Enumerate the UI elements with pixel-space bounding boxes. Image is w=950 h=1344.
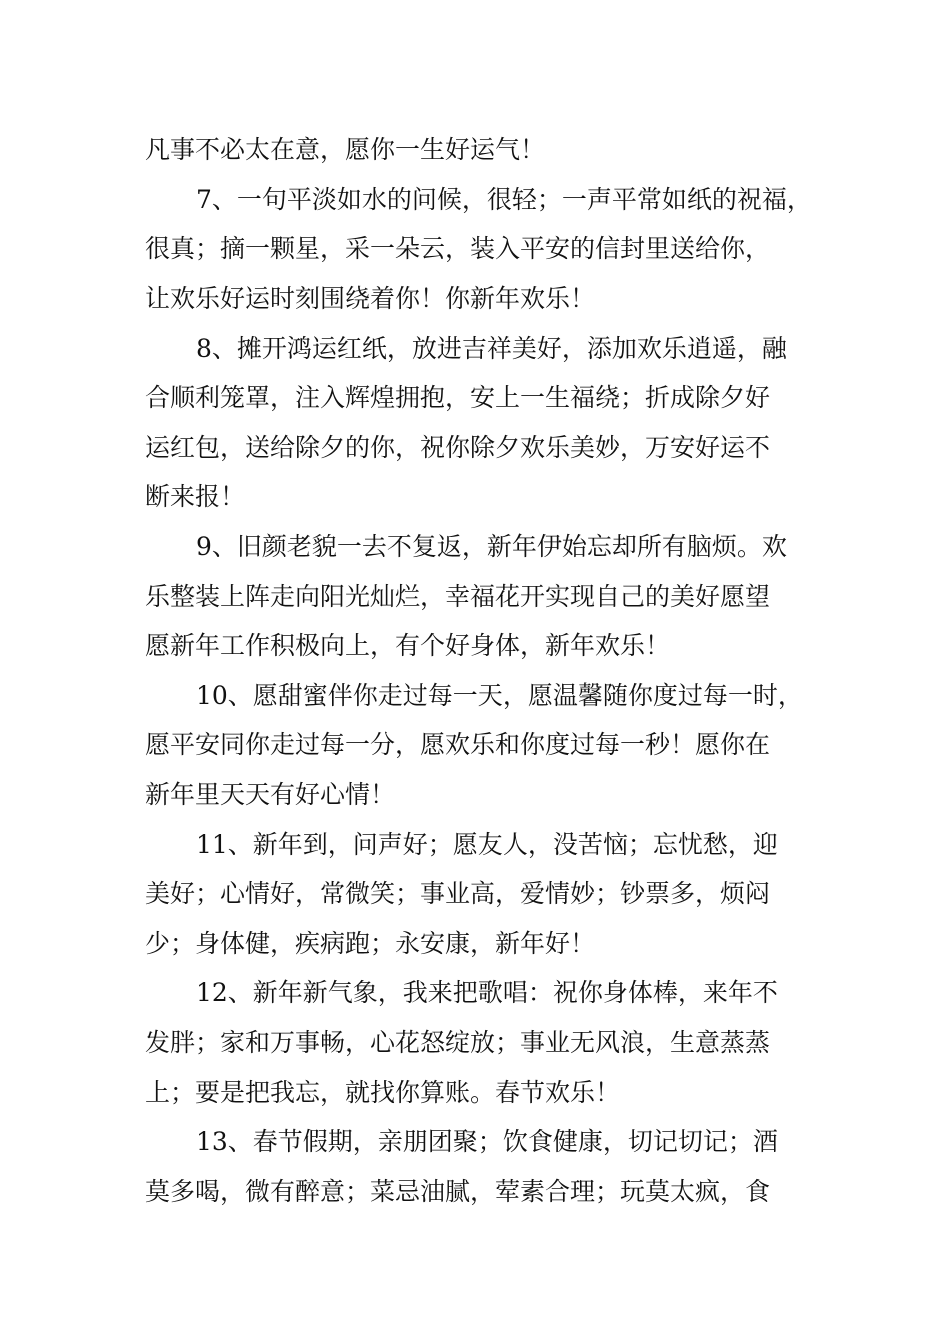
text-line: 合顺利笼罩，注入辉煌拥抱，安上一生福绕；折成除夕好 bbox=[145, 383, 771, 412]
text-line: 断来报！ bbox=[145, 482, 246, 511]
text-line: 运红包，送给除夕的你，祝你除夕欢乐美妙，万安好运不 bbox=[145, 433, 771, 462]
text-line: 美好；心情好，常微笑；事业高，爱情妙；钞票多，烦闷 bbox=[145, 879, 771, 908]
text-line: 让欢乐好运时刻围绕着你！你新年欢乐！ bbox=[145, 284, 596, 313]
text-line: 12、新年新气象，我来把歌唱：祝你身体棒，来年不 bbox=[196, 978, 778, 1007]
text-line: 8、摊开鸿运红纸，放进吉祥美好，添加欢乐逍遥，融 bbox=[196, 334, 787, 363]
text-line: 乐整装上阵走向阳光灿烂，幸福花开实现自己的美好愿望 bbox=[145, 582, 771, 611]
text-line: 7、一句平淡如水的问候，很轻；一声平常如纸的祝福， bbox=[196, 185, 812, 214]
text-line: 凡事不必太在意，愿你一生好运气！ bbox=[145, 135, 546, 164]
text-line: 少；身体健，疾病跑；永安康，新年好！ bbox=[145, 929, 596, 958]
text-line: 莫多喝，微有醉意；菜忌油腻，荤素合理；玩莫太疯，食 bbox=[145, 1177, 771, 1206]
text-line: 11、新年到，问声好；愿友人，没苦恼；忘忧愁，迎 bbox=[196, 830, 778, 859]
text-line: 上；要是把我忘，就找你算账。春节欢乐！ bbox=[145, 1078, 621, 1107]
text-line: 很真；摘一颗星，采一朵云，装入平安的信封里送给你， bbox=[145, 234, 771, 263]
text-line: 9、旧颜老貌一去不复返，新年伊始忘却所有脑烦。欢 bbox=[196, 532, 787, 561]
text-line: 新年里天天有好心情！ bbox=[145, 780, 396, 809]
text-line: 愿新年工作积极向上，有个好身体，新年欢乐！ bbox=[145, 631, 671, 660]
text-line: 13、春节假期，亲朋团聚；饮食健康，切记切记；酒 bbox=[196, 1127, 778, 1156]
text-line: 愿平安同你走过每一分，愿欢乐和你度过每一秒！愿你在 bbox=[145, 730, 771, 759]
text-line: 10、愿甜蜜伴你走过每一天，愿温馨随你度过每一时， bbox=[196, 681, 803, 710]
text-line: 发胖；家和万事畅，心花怒绽放；事业无风浪，生意蒸蒸 bbox=[145, 1028, 771, 1057]
